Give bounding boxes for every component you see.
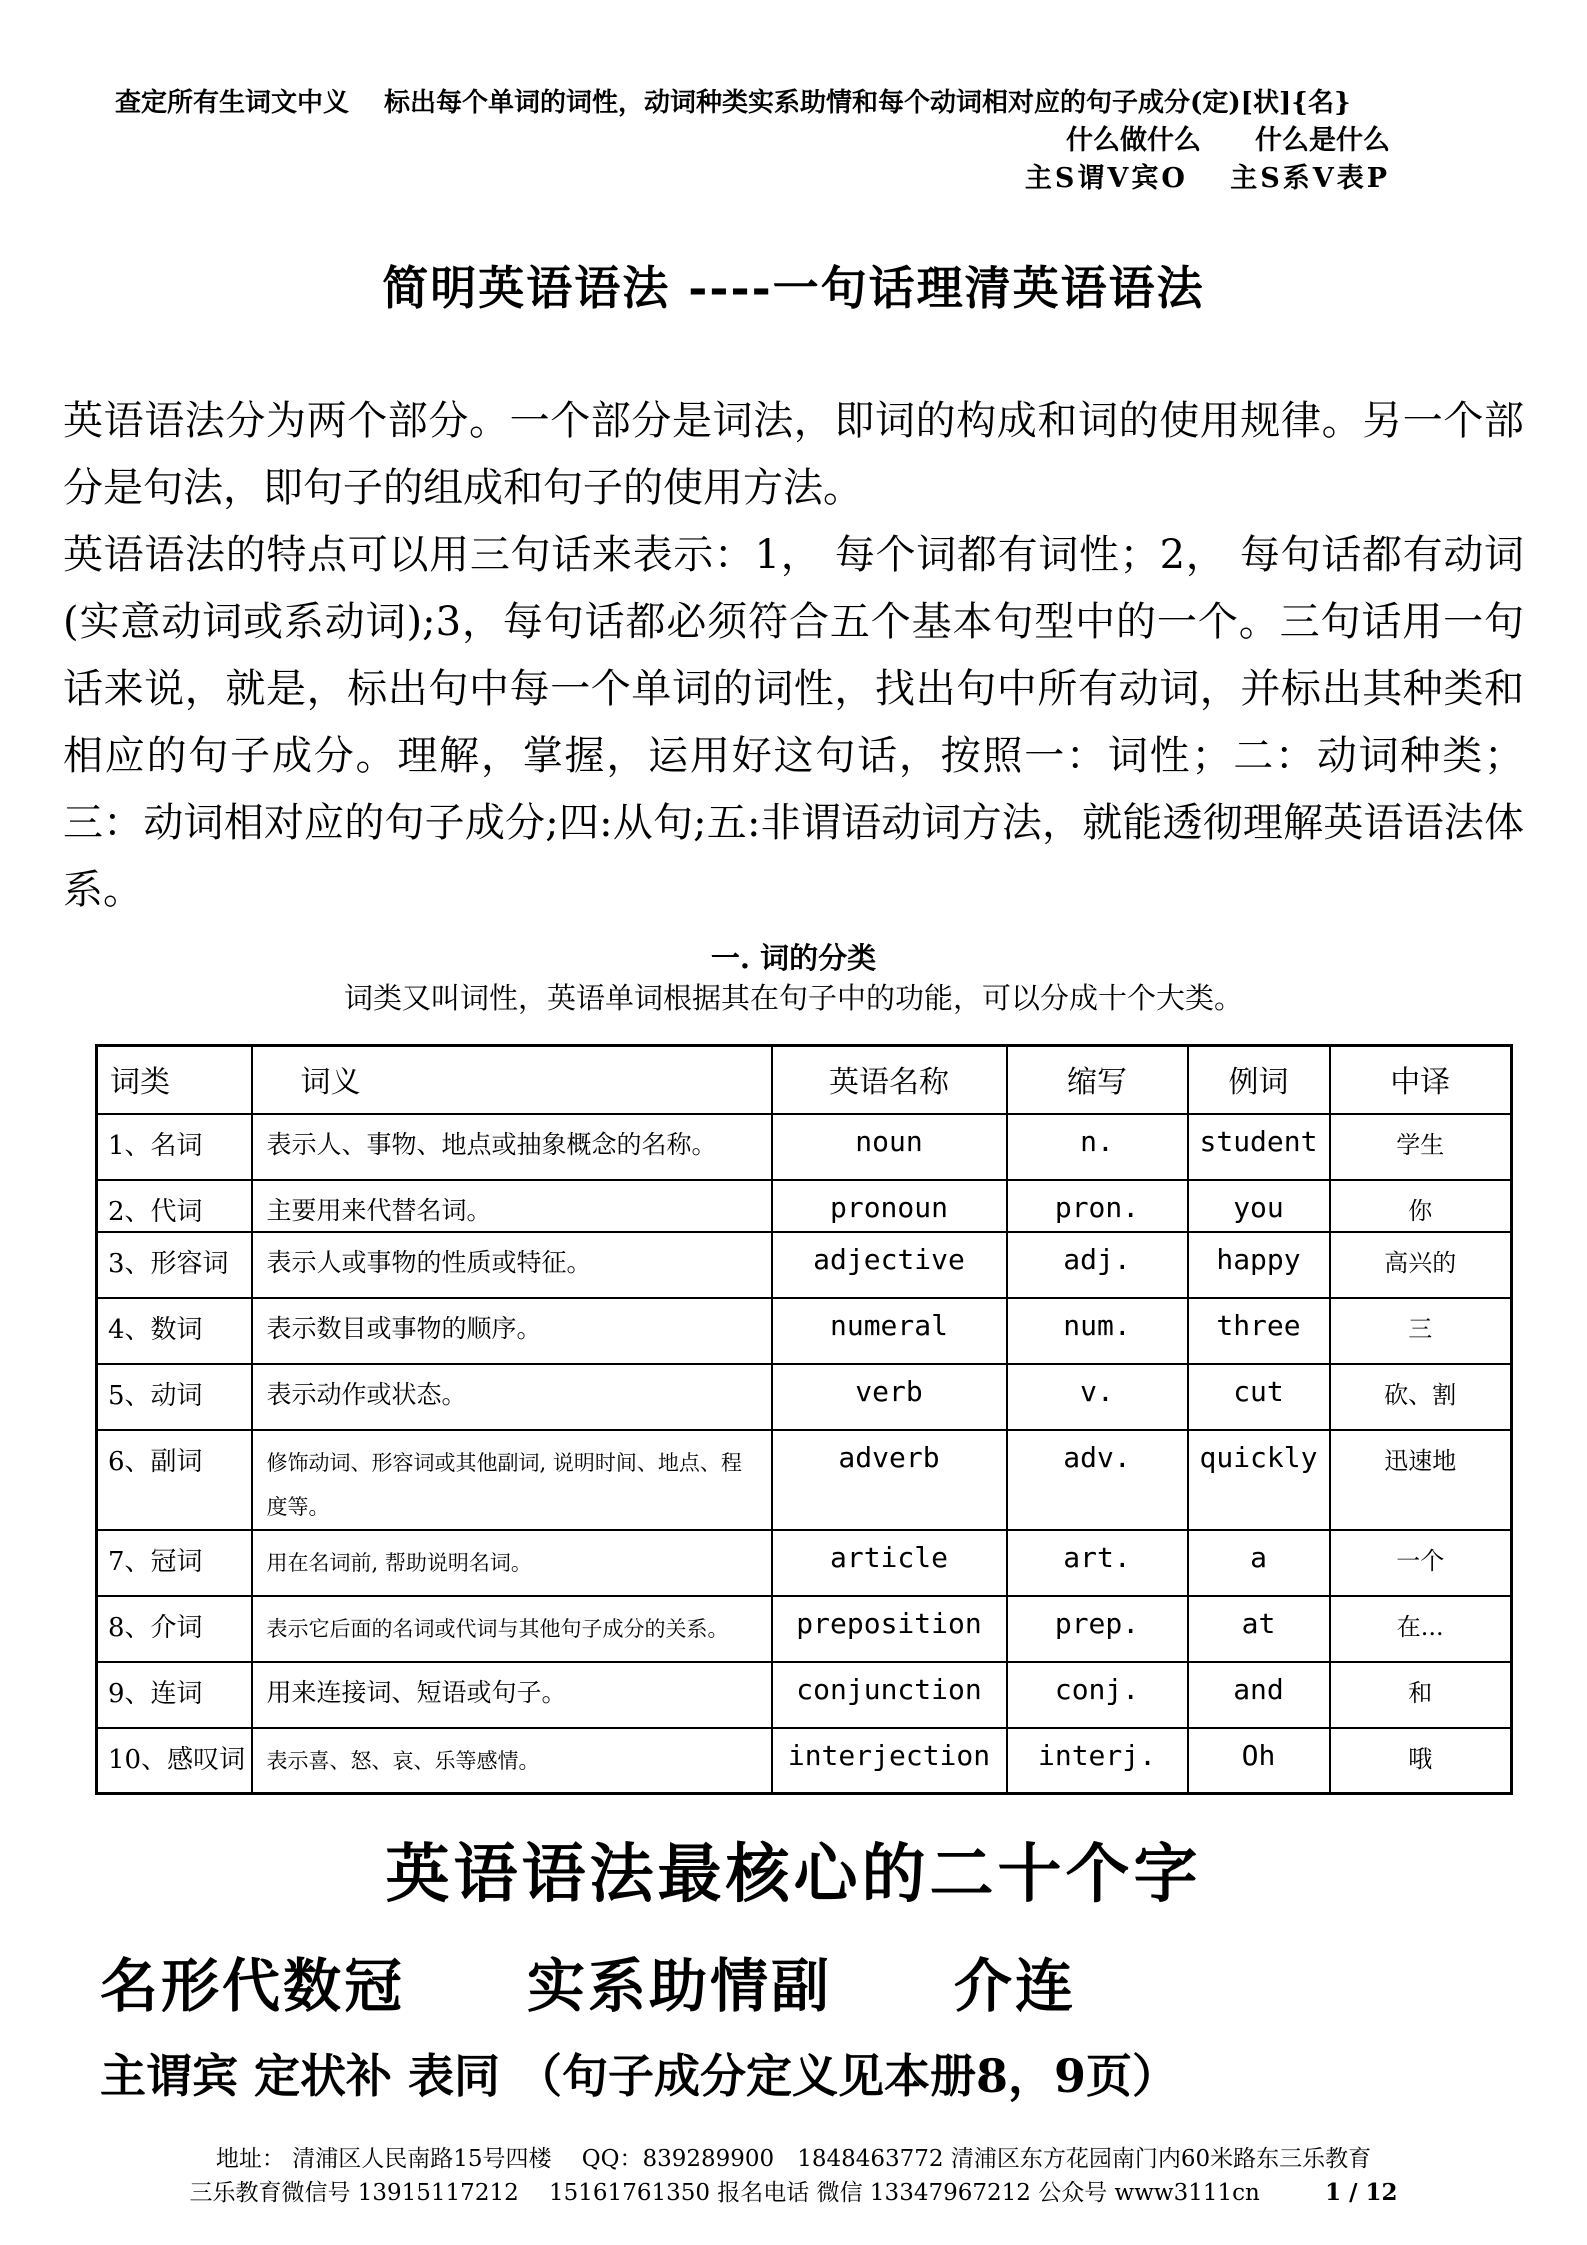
cell-meaning: 用在名词前, 帮助说明名词。	[252, 1530, 772, 1596]
cell-abbreviation: num.	[1007, 1298, 1188, 1364]
cell-meaning: 表示数目或事物的顺序。	[252, 1298, 772, 1364]
column-header-english-name: 英语名称	[772, 1046, 1007, 1114]
page-number: 1 / 12	[1325, 2179, 1398, 2206]
cell-translation: 迅速地	[1330, 1430, 1512, 1530]
cell-meaning: 用来连接词、短语或句子。	[252, 1662, 772, 1728]
cell-translation: 你	[1330, 1180, 1512, 1232]
cell-word-class: 10、感叹词	[97, 1728, 252, 1794]
cell-example: you	[1188, 1180, 1330, 1232]
cell-meaning: 表示人或事物的性质或特征。	[252, 1232, 772, 1298]
header-note	[0, 0, 1587, 198]
cell-english-name: verb	[772, 1364, 1007, 1430]
core-twenty-characters: 名形代数冠 实系助情副 介连	[100, 1952, 1077, 2020]
cell-example: cut	[1188, 1364, 1330, 1430]
cell-meaning: 主要用来代替名词。	[252, 1180, 772, 1232]
column-header-abbreviation: 缩写	[1007, 1046, 1188, 1114]
cell-example: quickly	[1188, 1430, 1330, 1530]
cell-abbreviation: prep.	[1007, 1596, 1188, 1662]
footer-contact-text: 三乐教育微信号 13915117212 15161761350 报名电话 微信 13347967212 公众号 www3111cn	[189, 2180, 1260, 2206]
intro-paragraph-2: 英语语法的特点可以用三句话来表示：1， 每个词都有词性；2， 每句话都有动词(实意动词或系动词);3，每句话都必须符合五个基本句型中的一个。三句话用一句话来说，就是，标出句中每一个单词的词性，找出句中所有动词，并标出其种类和相应的句子成分。理解，掌握，运用好这句话，按照一：词性；二：动词种类；三：动词相对应的句子成分;四:从句;五:非谓语动词方法，就能透彻理解英语语法体系。	[63, 532, 1524, 913]
core-heading: 英语语法最核心的二十个字	[385, 1837, 1202, 1912]
cell-abbreviation: adv.	[1007, 1430, 1188, 1530]
intro-paragraphs	[63, 388, 1524, 924]
table-row-pronoun	[97, 1180, 1512, 1232]
cell-word-class: 3、形容词	[97, 1232, 252, 1298]
cell-abbreviation: conj.	[1007, 1662, 1188, 1728]
table-header-row	[97, 1046, 1512, 1114]
cell-translation: 哦	[1330, 1728, 1512, 1794]
cell-english-name: pronoun	[772, 1180, 1007, 1232]
cell-example: at	[1188, 1596, 1330, 1662]
cell-translation: 砍、割	[1330, 1364, 1512, 1430]
cell-word-class: 1、名词	[97, 1114, 252, 1180]
table-row-adverb	[97, 1430, 1512, 1530]
table-row-adjective	[97, 1232, 1512, 1298]
cell-abbreviation: art.	[1007, 1530, 1188, 1596]
cell-word-class: 8、介词	[97, 1596, 252, 1662]
cell-meaning: 表示它后面的名词或代词与其他句子成分的关系。	[252, 1596, 772, 1662]
page-footer	[0, 2143, 1587, 2210]
cell-english-name: preposition	[772, 1596, 1007, 1662]
cell-translation: 学生	[1330, 1114, 1512, 1180]
table-row-numeral	[97, 1298, 1512, 1364]
cell-meaning: 表示动作或状态。	[252, 1364, 772, 1430]
cell-abbreviation: v.	[1007, 1364, 1188, 1430]
cell-translation: 在...	[1330, 1596, 1512, 1662]
cell-english-name: adverb	[772, 1430, 1007, 1530]
cell-word-class: 9、连词	[97, 1662, 252, 1728]
column-header-meaning: 词义	[252, 1046, 772, 1114]
cell-word-class: 4、数词	[97, 1298, 252, 1364]
column-header-word-class: 词类	[97, 1046, 252, 1114]
cell-example: three	[1188, 1298, 1330, 1364]
cell-abbreviation: pron.	[1007, 1180, 1188, 1232]
header-note-line2: 什么做什么 什么是什么	[1066, 125, 1390, 156]
table-row-verb	[97, 1364, 1512, 1430]
cell-english-name: adjective	[772, 1232, 1007, 1298]
header-note-line1: 查定所有生词文中义 标出每个单词的词性，动词种类实系助情和每个动词相对应的句子成分(定)[状]{名}	[115, 88, 1351, 118]
footer-address-line: 地址： 清浦区人民南路15号四楼 QQ：839289900 1848463772 清浦区东方花园南门内60米路东三乐教育	[215, 2146, 1372, 2172]
cell-abbreviation: adj.	[1007, 1232, 1188, 1298]
cell-word-class: 7、冠词	[97, 1530, 252, 1596]
section-heading: 一. 词的分类	[710, 941, 877, 975]
column-header-example: 例词	[1188, 1046, 1330, 1114]
cell-english-name: interjection	[772, 1728, 1007, 1794]
intro-paragraph-1: 英语语法分为两个部分。一个部分是词法，即词的构成和词的使用规律。另一个部分是句法，即句子的组成和句子的使用方法。	[63, 398, 1524, 511]
cell-example: Oh	[1188, 1728, 1330, 1794]
cell-meaning: 表示人、事物、地点或抽象概念的名称。	[252, 1114, 772, 1180]
table-row-conjunction	[97, 1662, 1512, 1728]
cell-example: and	[1188, 1662, 1330, 1728]
core-sentence-elements: 主谓宾 定状补 表同 （句子成分定义见本册8，9页）	[100, 2049, 1179, 2103]
table-row-article	[97, 1530, 1512, 1596]
footer-contact-line	[0, 2176, 1587, 2210]
cell-word-class: 6、副词	[97, 1430, 252, 1530]
cell-word-class: 2、代词	[97, 1180, 252, 1232]
cell-translation: 一个	[1330, 1530, 1512, 1596]
cell-english-name: numeral	[772, 1298, 1007, 1364]
table-row-preposition	[97, 1596, 1512, 1662]
cell-english-name: noun	[772, 1114, 1007, 1180]
parts-of-speech-table	[95, 1044, 1513, 1795]
document-title: 简明英语语法 ----一句话理清英语语法	[382, 261, 1205, 315]
cell-example: happy	[1188, 1232, 1330, 1298]
cell-english-name: article	[772, 1530, 1007, 1596]
cell-translation: 和	[1330, 1662, 1512, 1728]
cell-translation: 三	[1330, 1298, 1512, 1364]
cell-example: a	[1188, 1530, 1330, 1596]
section-subheading: 词类又叫词性，英语单词根据其在句子中的功能，可以分成十个大类。	[343, 981, 1243, 1015]
table-row-interjection	[97, 1728, 1512, 1794]
cell-abbreviation: interj.	[1007, 1728, 1188, 1794]
cell-meaning: 表示喜、怒、哀、乐等感情。	[252, 1728, 772, 1794]
cell-word-class: 5、动词	[97, 1364, 252, 1430]
cell-example: student	[1188, 1114, 1330, 1180]
cell-abbreviation: n.	[1007, 1114, 1188, 1180]
cell-meaning: 修饰动词、形容词或其他副词, 说明时间、地点、程度等。	[252, 1430, 772, 1530]
column-header-translation: 中译	[1330, 1046, 1512, 1114]
header-note-line3: 主S谓V宾O 主S系V表P	[1024, 163, 1390, 194]
cell-english-name: conjunction	[772, 1662, 1007, 1728]
cell-translation: 高兴的	[1330, 1232, 1512, 1298]
table-row-noun	[97, 1114, 1512, 1180]
